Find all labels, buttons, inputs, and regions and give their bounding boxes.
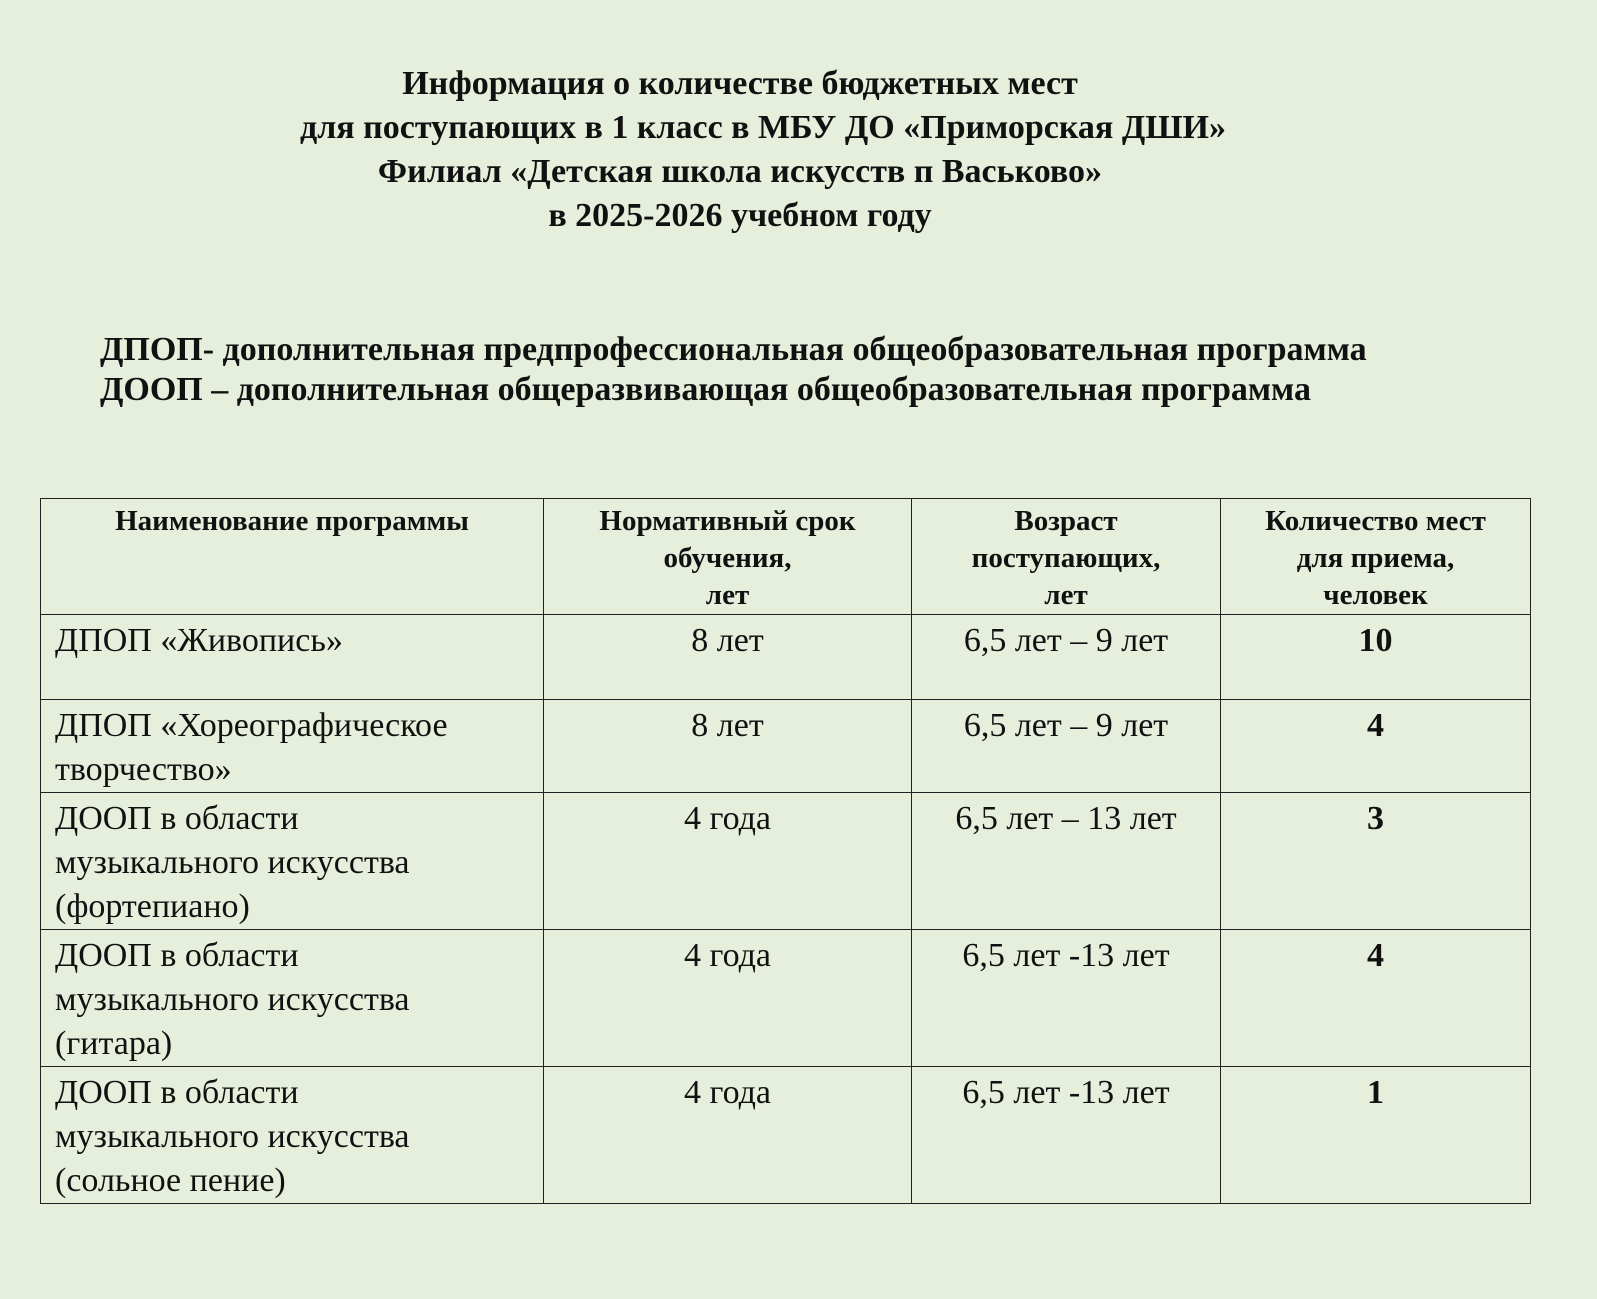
duration-value: 4 года (683, 937, 771, 974)
places-cell (1221, 793, 1531, 930)
document-title (300, 62, 1227, 238)
program-name-line: (гитара) (55, 1025, 173, 1062)
abbreviation-definitions (100, 330, 1580, 410)
program-name-line: музыкального искусства (55, 844, 410, 881)
definition-dpop: ДПОП- дополнительная предпрофессиональная общеобразовательная программа (100, 331, 1367, 368)
program-name-line: ДООП в области (55, 937, 299, 974)
duration-value: 8 лет (691, 622, 764, 659)
header-line: обучения, (663, 542, 792, 574)
budget-places-table (40, 498, 1531, 1204)
header-line: поступающих, (971, 542, 1161, 574)
age-cell (912, 793, 1221, 930)
table-row (41, 615, 1531, 700)
places-value: 1 (1367, 1074, 1384, 1111)
program-name-line: ДООП в области (55, 1074, 299, 1111)
header-duration (544, 499, 912, 615)
age-value: 6,5 лет – 9 лет (963, 707, 1169, 744)
program-name-line: ДООП в области (55, 800, 299, 837)
duration-cell (544, 793, 912, 930)
program-name-cell (41, 793, 544, 930)
program-name-line: (фортепиано) (55, 888, 250, 925)
header-line: человек (1323, 579, 1428, 611)
program-name-cell (41, 930, 544, 1067)
title-line-2: для поступающих в 1 класс в МБУ ДО «Приморская ДШИ» (300, 109, 1227, 146)
places-value: 4 (1367, 707, 1384, 744)
program-name-line: творчество» (55, 751, 232, 788)
age-cell (912, 615, 1221, 700)
program-name-line: музыкального искусства (55, 981, 410, 1018)
title-line-4: в 2025-2026 учебном году (548, 197, 932, 234)
program-name-cell (41, 1067, 544, 1204)
table-header (41, 499, 1531, 615)
table-row (41, 700, 1531, 793)
header-line: Наименование программы (115, 505, 469, 537)
places-cell (1221, 1067, 1531, 1204)
duration-cell (544, 700, 912, 793)
duration-cell (544, 615, 912, 700)
table-row (41, 793, 1531, 930)
duration-value: 4 года (683, 1074, 771, 1111)
header-line: Нормативный срок (599, 505, 856, 537)
header-row (41, 499, 1531, 615)
header-line: лет (1044, 579, 1088, 611)
header-program-name (41, 499, 544, 615)
definition-doop: ДООП – дополнительная общеразвивающая общеобразовательная программа (100, 371, 1311, 408)
age-value: 6,5 лет -13 лет (962, 937, 1170, 974)
places-value: 10 (1358, 622, 1393, 659)
table-body (41, 615, 1531, 1204)
places-cell (1221, 615, 1531, 700)
age-value: 6,5 лет – 13 лет (955, 800, 1177, 837)
duration-value: 4 года (683, 800, 771, 837)
age-value: 6,5 лет -13 лет (962, 1074, 1170, 1111)
program-name-cell (41, 615, 544, 700)
places-cell (1221, 700, 1531, 793)
header-age (912, 499, 1221, 615)
header-places (1221, 499, 1531, 615)
program-name-line: ДПОП «Живопись» (55, 622, 343, 659)
age-value: 6,5 лет – 9 лет (963, 622, 1169, 659)
duration-value: 8 лет (691, 707, 764, 744)
age-cell (912, 700, 1221, 793)
age-cell (912, 1067, 1221, 1204)
title-line-1: Информация о количестве бюджетных мест (402, 65, 1078, 102)
duration-cell (544, 930, 912, 1067)
program-name-line: музыкального искусства (55, 1118, 410, 1155)
duration-cell (544, 1067, 912, 1204)
title-line-3: Филиал «Детская школа искусств п Васьково» (377, 153, 1103, 190)
program-name-line: ДПОП «Хореографическое (55, 707, 448, 744)
header-line: Количество мест (1265, 505, 1486, 537)
header-line: Возраст (1014, 505, 1118, 537)
header-line: лет (705, 579, 750, 611)
program-name-cell (41, 700, 544, 793)
places-cell (1221, 930, 1531, 1067)
table-row (41, 1067, 1531, 1204)
places-value: 4 (1367, 937, 1384, 974)
places-value: 3 (1367, 800, 1384, 837)
table-row (41, 930, 1531, 1067)
header-line: для приема, (1296, 542, 1455, 574)
program-name-line: (сольное пение) (55, 1162, 286, 1199)
age-cell (912, 930, 1221, 1067)
